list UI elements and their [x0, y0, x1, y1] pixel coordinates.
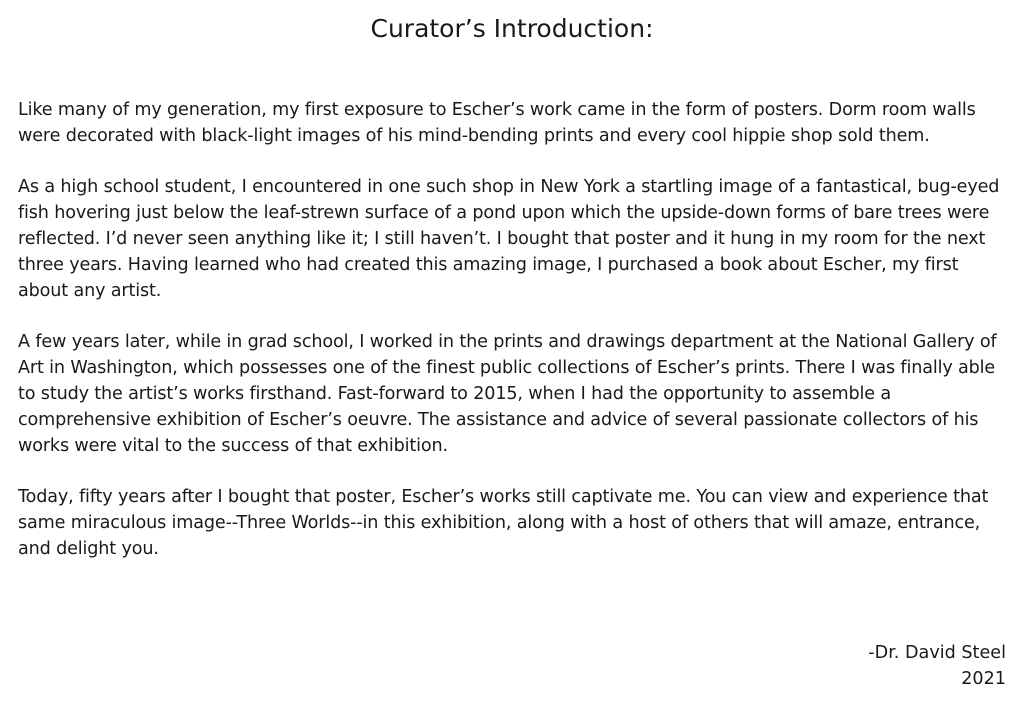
signature-block	[868, 640, 1006, 692]
signature-year: 2021	[961, 669, 1006, 689]
signature-name: -Dr. David Steel	[868, 643, 1006, 663]
document-body	[18, 97, 1008, 587]
paragraph-2: As a high school student, I encountered in one such shop in New York a startling image of a fantastical, bug-eyed fish hovering just below the leaf-strewn surface of a pond upon which the upside-down forms of bare trees were reflected. I’d never seen anything like it; I still haven’t. I bought that poster and it hung in my room for the next three years. Having learned who had created this amazing image, I purchased a book about Escher, my first about any artist.	[18, 177, 1000, 301]
paragraph-3: A few years later, while in grad school, I worked in the prints and drawings department at the National Gallery of Art in Washington, which possesses one of the finest public collections of Escher’s prints. There I was finally able to study the artist’s works firsthand. Fast-forward to 2015, when I had the opportunity to assemble a comprehensive exhibition of Escher’s oeuvre. The assistance and advice of several passionate collectors of his works were vital to the success of that exhibition.	[18, 332, 997, 456]
paragraph-1: Like many of my generation, my first exposure to Escher’s work came in the form of posters. Dorm room walls were decorated with black-light images of his mind-bending prints and every cool hippie shop sold them.	[18, 100, 976, 146]
paragraph-4: Today, fifty years after I bought that poster, Escher’s works still captivate me. You can view and experience that same miraculous image--Three Worlds--in this exhibition, along with a host of others that will amaze, entrance, and delight you.	[18, 487, 989, 559]
page-title: Curator’s Introduction:	[370, 14, 654, 43]
